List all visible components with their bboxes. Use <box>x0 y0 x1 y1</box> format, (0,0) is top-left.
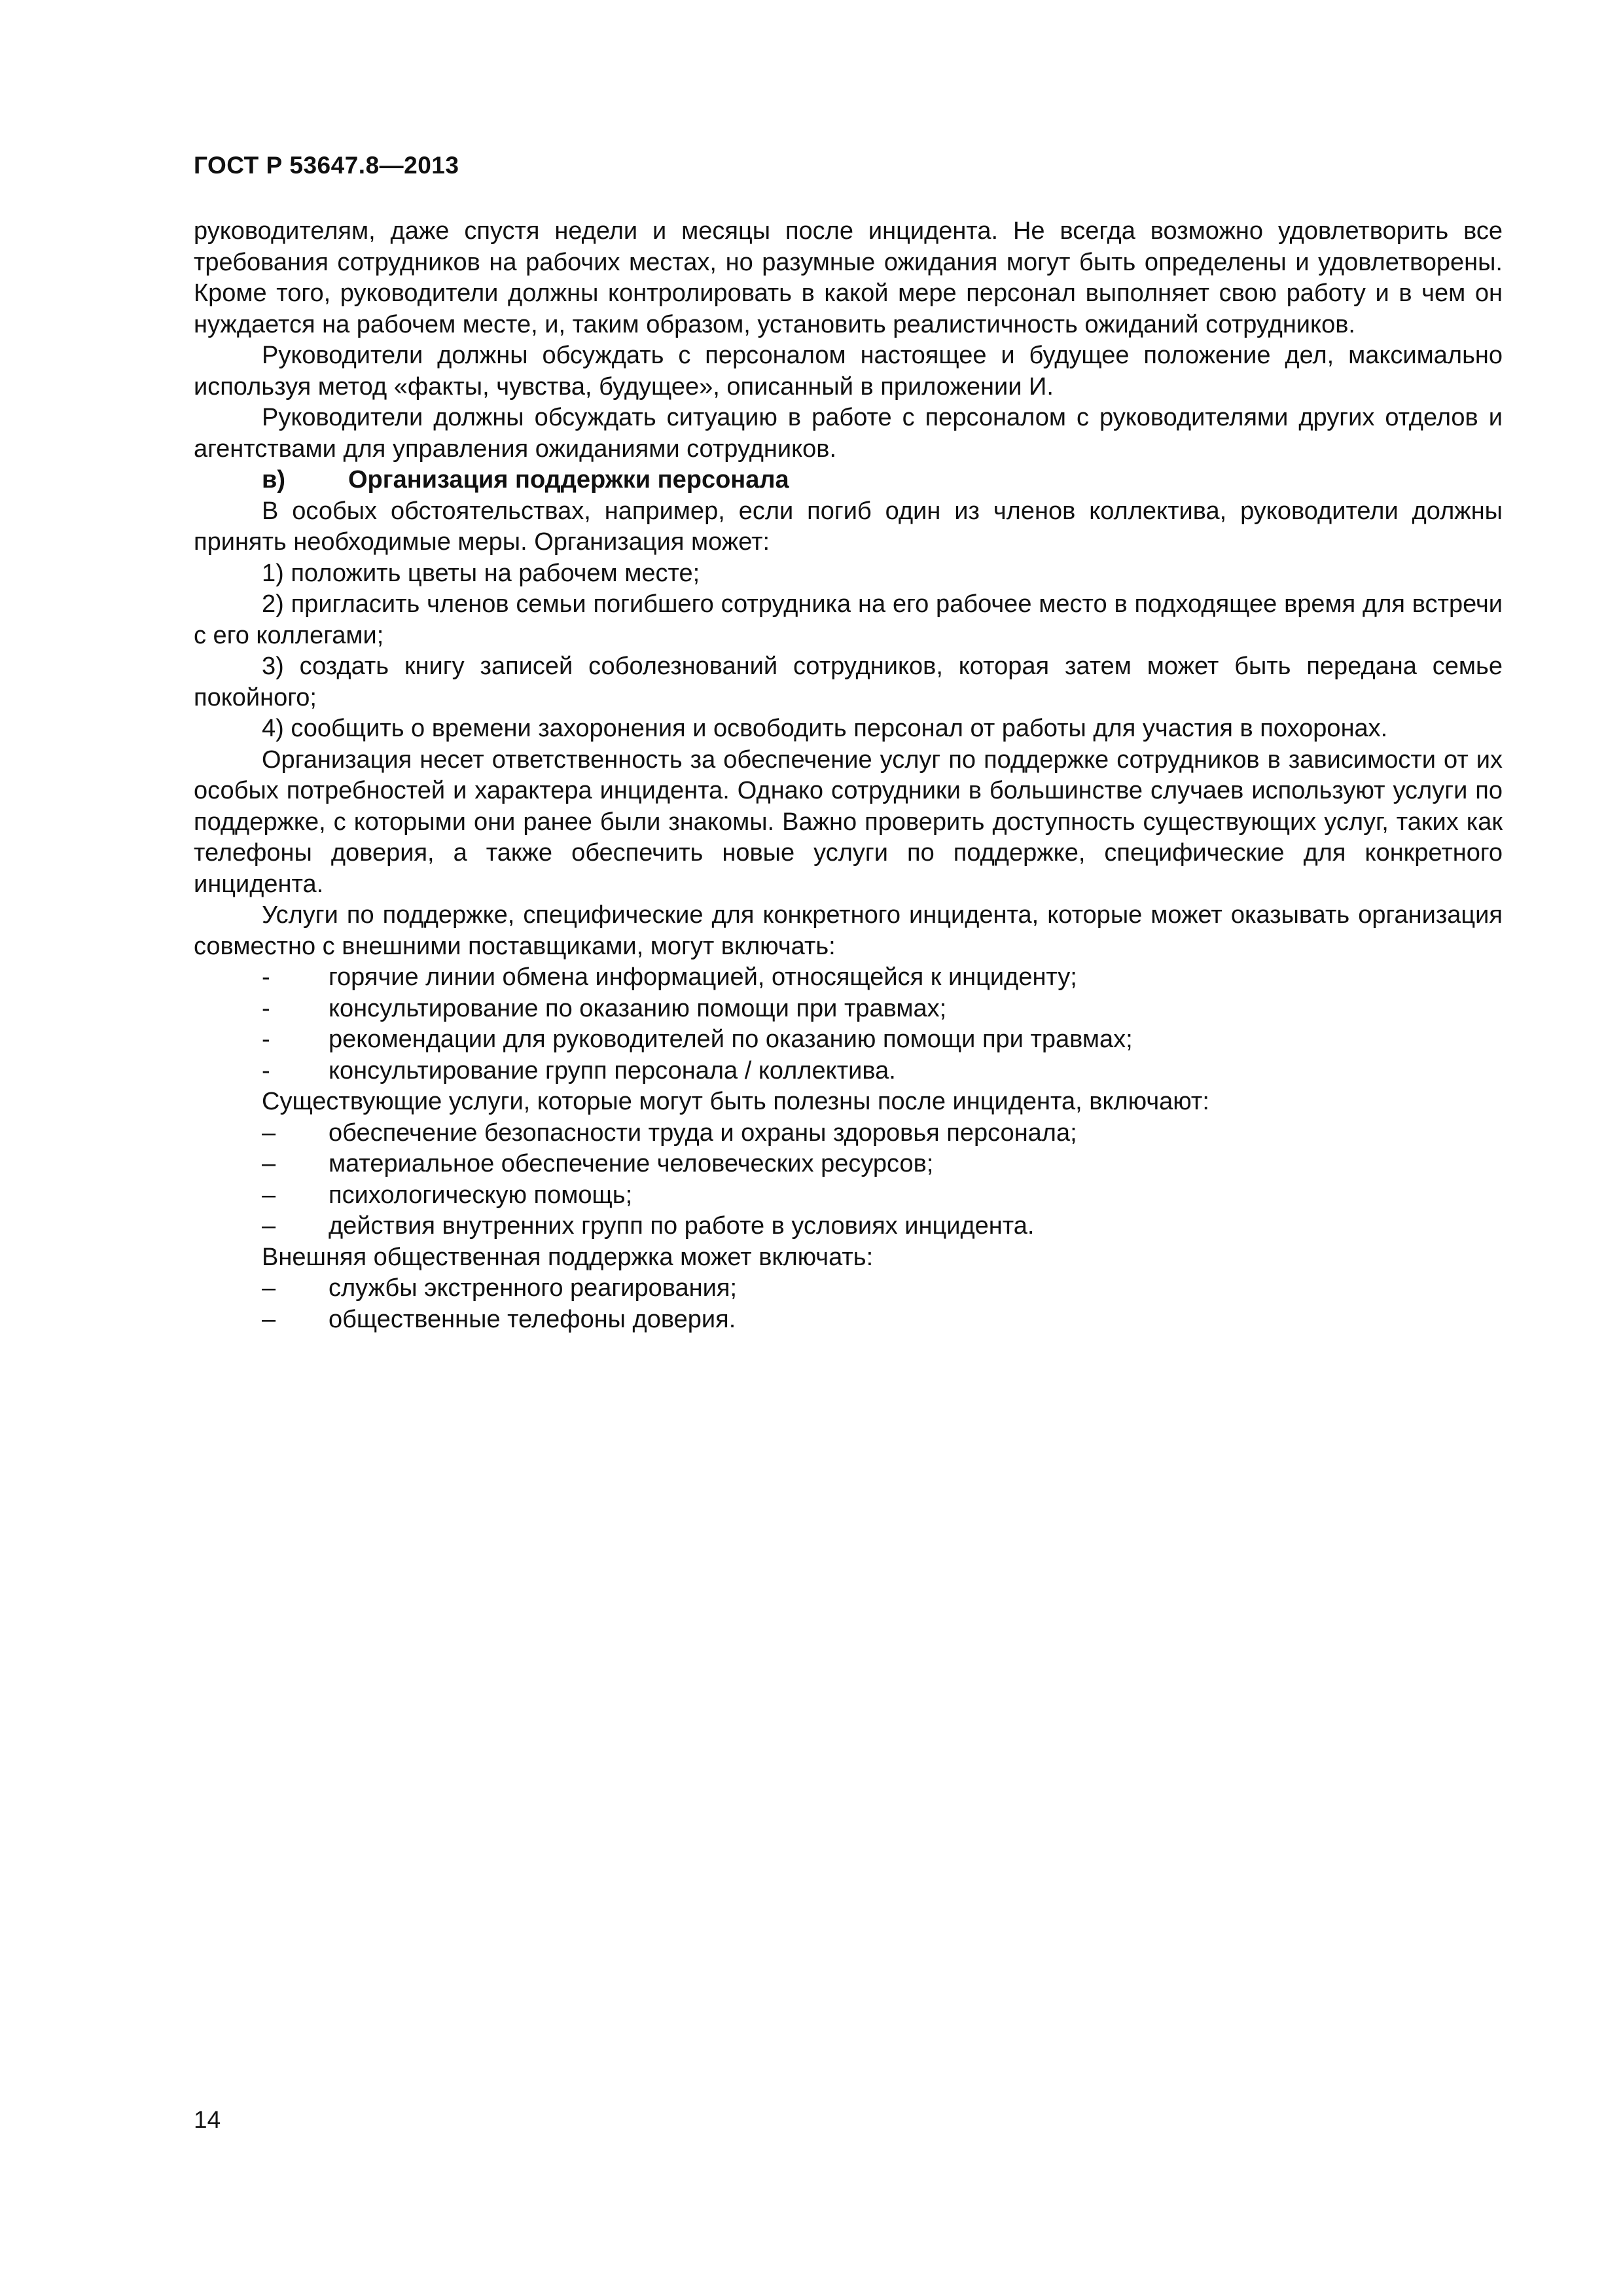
list-item: - консультирование групп персонала / коллектива. <box>194 1056 1503 1087</box>
list-item: – действия внутренних групп по работе в условиях инцидента. <box>194 1211 1503 1242</box>
dash-marker: – <box>262 1150 276 1177</box>
page-number: 14 <box>194 2106 221 2133</box>
paragraph-coordination: Руководители должны обсуждать ситуацию в работе с персоналом с руководителями других отделов и агентствами для управления ожиданиями сотрудников. <box>194 404 1503 463</box>
list-item: – психологическую помощь; <box>194 1180 1503 1211</box>
list-item: – материальное обеспечение человеческих ресурсов; <box>194 1149 1503 1180</box>
list-item: – общественные телефоны доверия. <box>194 1304 1503 1336</box>
dash-marker: – <box>262 1181 276 1209</box>
paragraph-continuation: руководителям, даже спустя недели и месяцы после инцидента. Не всегда возможно удовлетворить все требования сотрудников на рабочих местах, но разумные ожидания могут быть определены и удовлетворены. Кроме того, руководители должны контролировать в какой мере персонал выполняет свою работу и в чем он нуждается на рабочем месте, и, таким образом, установить реалистичность ожиданий сотрудников. <box>194 217 1503 338</box>
section-title: Организация поддержки персонала <box>348 466 789 493</box>
paragraph-discussion: Руководители должны обсуждать с персоналом настоящее и будущее положение дел, максимально используя метод «факты, чувства, будущее», описанный в приложении И. <box>194 342 1503 401</box>
numbered-item: 4) сообщить о времени захоронения и освободить персонал от работы для участия в похоронах. <box>262 715 1388 742</box>
paragraph-external-support: Внешняя общественная поддержка может включать: <box>262 1243 874 1271</box>
document-header: ГОСТ Р 53647.8—2013 <box>194 152 459 179</box>
dash-marker: - <box>262 994 270 1022</box>
section-heading <box>194 465 1503 496</box>
paragraph-specific-services: Услуги по поддержке, специфические для конкретного инцидента, которые может оказывать организация совместно с внешними поставщиками, могут включать: <box>194 901 1503 960</box>
dash-marker: – <box>262 1305 276 1333</box>
list-item: – службы экстренного реагирования; <box>194 1273 1503 1304</box>
dash-marker: - <box>262 1026 270 1053</box>
dash-marker: – <box>262 1212 276 1240</box>
numbered-item: 3) создать книгу записей соболезнований сотрудников, которая затем может быть передана семье покойного; <box>194 653 1503 711</box>
dash-marker: – <box>262 1119 276 1147</box>
paragraph-intro: В особых обстоятельствах, например, если погиб один из членов коллектива, руководители должны принять необходимые меры. Организация может: <box>194 497 1503 556</box>
list-item: - рекомендации для руководителей по оказанию помощи при травмах; <box>194 1024 1503 1056</box>
dash-marker: – <box>262 1274 276 1302</box>
paragraph-responsibility: Организация несет ответственность за обеспечение услуг по поддержке сотрудников в зависимости от их особых потребностей и характера инцидента. Однако сотрудники в большинстве случаев используют услуги по поддержке, с которыми они ранее были знакомы. Важно проверить доступность существующих услуг, таких как телефоны доверия, а также обеспечить новые услуги по поддержке, специфические для конкретного инцидента. <box>194 745 1503 898</box>
numbered-item: 2) пригласить членов семьи погибшего сотрудника на его рабочее место в подходящее время для встречи с его коллегами; <box>194 590 1503 649</box>
numbered-item: 1) положить цветы на рабочем месте; <box>262 559 700 587</box>
section-number: в) <box>262 466 286 493</box>
dash-marker: - <box>262 963 270 991</box>
list-item: - горячие линии обмена информацией, относящейся к инциденту; <box>194 962 1503 994</box>
list-item: – обеспечение безопасности труда и охраны здоровья персонала; <box>194 1118 1503 1149</box>
document-body <box>194 216 1503 1335</box>
list-item: - консультирование по оказанию помощи при травмах; <box>194 994 1503 1025</box>
paragraph-existing-services: Существующие услуги, которые могут быть полезны после инцидента, включают: <box>262 1088 1209 1115</box>
dash-marker: - <box>262 1056 270 1085</box>
